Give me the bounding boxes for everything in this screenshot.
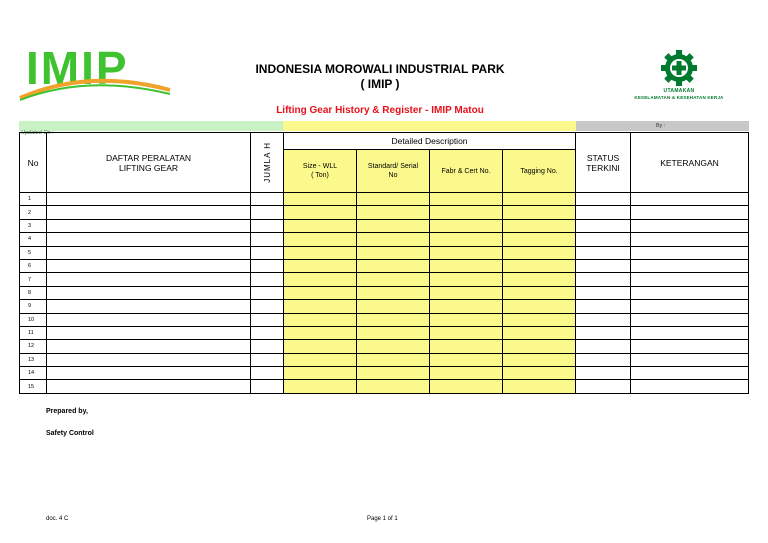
- status-cell[interactable]: [576, 340, 631, 353]
- size-cell[interactable]: [284, 259, 357, 272]
- header-size-wll: [284, 150, 357, 193]
- status-cell[interactable]: [576, 313, 631, 326]
- company-abbrev: ( IMIP ): [360, 77, 400, 91]
- equipment-cell[interactable]: [47, 286, 251, 299]
- qty-cell[interactable]: [251, 340, 284, 353]
- size-cell[interactable]: [284, 313, 357, 326]
- qty-cell[interactable]: [251, 286, 284, 299]
- serial-cell[interactable]: [357, 206, 430, 219]
- tagging-cell[interactable]: [503, 246, 576, 259]
- header-equipment-line2: LIFTING GEAR: [118, 162, 179, 173]
- serial-cell[interactable]: [357, 246, 430, 259]
- fabr-cell[interactable]: [430, 206, 503, 219]
- equipment-cell[interactable]: [47, 193, 251, 206]
- size-cell[interactable]: [284, 193, 357, 206]
- equipment-cell[interactable]: [47, 246, 251, 259]
- remarks-cell[interactable]: [631, 206, 749, 219]
- table-row: [20, 340, 749, 353]
- qty-cell[interactable]: [251, 259, 284, 272]
- header-qty-label: JUMLA H: [262, 142, 272, 183]
- row-no: 3: [20, 219, 47, 232]
- header-qty: [251, 133, 284, 193]
- tagging-cell[interactable]: [503, 273, 576, 286]
- safety-control-label: Safety Control: [46, 430, 94, 437]
- header-status-line1: STATUS: [586, 152, 620, 163]
- table-row: [20, 193, 749, 206]
- qty-cell[interactable]: [251, 193, 284, 206]
- doc-code: doc. 4 C: [46, 516, 69, 522]
- table-row: [20, 273, 749, 286]
- status-cell[interactable]: [576, 246, 631, 259]
- header-size-line2: ( Ton): [311, 172, 329, 179]
- serial-cell[interactable]: [357, 219, 430, 232]
- status-cell[interactable]: [576, 300, 631, 313]
- tagging-cell[interactable]: [503, 286, 576, 299]
- header-remarks: KETERANGAN: [631, 133, 749, 193]
- serial-cell[interactable]: [357, 286, 430, 299]
- header-serial-line1: Standard/ Serial: [367, 163, 419, 170]
- row-no: 9: [20, 300, 47, 313]
- size-cell[interactable]: [284, 367, 357, 380]
- equipment-cell[interactable]: [47, 380, 251, 393]
- k3-slogan-line2: KESELAMATAN & KESEHATAN KERJA: [634, 95, 724, 100]
- remarks-cell[interactable]: [631, 340, 749, 353]
- tagging-cell[interactable]: [503, 313, 576, 326]
- table-row: [20, 246, 749, 259]
- fabr-cell[interactable]: [430, 300, 503, 313]
- table-row: [20, 367, 749, 380]
- fabr-cell[interactable]: [430, 286, 503, 299]
- qty-cell[interactable]: [251, 353, 284, 366]
- header-equipment: [47, 133, 251, 193]
- tagging-cell[interactable]: [503, 259, 576, 272]
- serial-cell[interactable]: [357, 300, 430, 313]
- status-cell[interactable]: [576, 219, 631, 232]
- row-no: 11: [20, 326, 47, 339]
- table-row: [20, 259, 749, 272]
- fabr-cell[interactable]: [430, 246, 503, 259]
- remarks-cell[interactable]: [631, 233, 749, 246]
- table-row: [20, 326, 749, 339]
- header-fabr-cert: Fabr & Cert No.: [430, 150, 503, 193]
- remarks-cell[interactable]: [631, 219, 749, 232]
- remarks-cell[interactable]: [631, 246, 749, 259]
- size-cell[interactable]: [284, 206, 357, 219]
- page-info: Page 1 of 1: [367, 516, 398, 522]
- fabr-cell[interactable]: [430, 273, 503, 286]
- tagging-cell[interactable]: [503, 219, 576, 232]
- equipment-cell[interactable]: [47, 313, 251, 326]
- status-cell[interactable]: [576, 367, 631, 380]
- remarks-cell[interactable]: [631, 300, 749, 313]
- row-no: 6: [20, 259, 47, 272]
- size-cell[interactable]: [284, 219, 357, 232]
- equipment-cell[interactable]: [47, 206, 251, 219]
- status-cell[interactable]: [576, 233, 631, 246]
- size-cell[interactable]: [284, 353, 357, 366]
- equipment-cell[interactable]: [47, 367, 251, 380]
- table-row: [20, 300, 749, 313]
- table-row: [20, 353, 749, 366]
- size-cell[interactable]: [284, 286, 357, 299]
- header-status-line2: TERKINI: [586, 162, 620, 173]
- qty-cell[interactable]: [251, 380, 284, 393]
- row-no: 7: [20, 273, 47, 286]
- serial-cell[interactable]: [357, 353, 430, 366]
- serial-cell[interactable]: [357, 326, 430, 339]
- header-no: No: [20, 133, 47, 193]
- remarks-cell[interactable]: [631, 286, 749, 299]
- qty-cell[interactable]: [251, 300, 284, 313]
- qty-cell[interactable]: [251, 326, 284, 339]
- imip-logo: [18, 48, 174, 104]
- fabr-cell[interactable]: [430, 353, 503, 366]
- serial-cell[interactable]: [357, 313, 430, 326]
- status-cell[interactable]: [576, 326, 631, 339]
- table-row: [20, 313, 749, 326]
- serial-cell[interactable]: [357, 259, 430, 272]
- size-cell[interactable]: [284, 380, 357, 393]
- header-serial-no: [357, 150, 430, 193]
- by-bar: [576, 121, 749, 131]
- fabr-cell[interactable]: [430, 313, 503, 326]
- row-no: 14: [20, 367, 47, 380]
- k3-safety-logo: [618, 50, 740, 106]
- table-row: [20, 380, 749, 393]
- fabr-cell[interactable]: [430, 367, 503, 380]
- fabr-cell[interactable]: [430, 380, 503, 393]
- tagging-cell[interactable]: [503, 367, 576, 380]
- status-cell[interactable]: [576, 193, 631, 206]
- equipment-cell[interactable]: [47, 300, 251, 313]
- qty-cell[interactable]: [251, 206, 284, 219]
- fabr-cell[interactable]: [430, 259, 503, 272]
- fabr-cell[interactable]: [430, 326, 503, 339]
- size-cell[interactable]: [284, 300, 357, 313]
- fabr-cell[interactable]: [430, 340, 503, 353]
- serial-cell[interactable]: [357, 380, 430, 393]
- tagging-cell[interactable]: [503, 193, 576, 206]
- qty-cell[interactable]: [251, 246, 284, 259]
- tagging-cell[interactable]: [503, 206, 576, 219]
- equipment-cell[interactable]: [47, 353, 251, 366]
- row-no: 12: [20, 340, 47, 353]
- prepared-by-label: Prepared by,: [46, 408, 88, 415]
- header-equipment-line1: DAFTAR PERALATAN: [105, 152, 191, 163]
- row-no: 4: [20, 233, 47, 246]
- svg-text:IMIP: IMIP: [26, 48, 129, 94]
- serial-cell[interactable]: [357, 193, 430, 206]
- fabr-cell[interactable]: [430, 233, 503, 246]
- tagging-cell[interactable]: [503, 380, 576, 393]
- tagging-cell[interactable]: [503, 340, 576, 353]
- header-size-line1: Size - WLL: [302, 163, 338, 170]
- equipment-cell[interactable]: [47, 219, 251, 232]
- company-title: INDONESIA MOROWALI INDUSTRIAL PARK: [255, 62, 505, 76]
- row-no: 1: [20, 193, 47, 206]
- remarks-cell[interactable]: [631, 313, 749, 326]
- qty-cell[interactable]: [251, 233, 284, 246]
- equipment-cell[interactable]: [47, 273, 251, 286]
- remarks-cell[interactable]: [631, 259, 749, 272]
- info-bar-yellow: [283, 121, 576, 131]
- row-no: 10: [20, 313, 47, 326]
- equipment-cell[interactable]: [47, 233, 251, 246]
- remarks-cell[interactable]: [631, 380, 749, 393]
- fabr-cell[interactable]: [430, 193, 503, 206]
- equipment-cell[interactable]: [47, 340, 251, 353]
- header-serial-line2: No: [388, 172, 398, 179]
- remarks-cell[interactable]: [631, 273, 749, 286]
- remarks-cell[interactable]: [631, 367, 749, 380]
- lifting-gear-register-table: [19, 132, 749, 394]
- table-row: [20, 219, 749, 232]
- size-cell[interactable]: [284, 246, 357, 259]
- serial-cell[interactable]: [357, 340, 430, 353]
- updated-on-bar: [19, 121, 283, 136]
- tagging-cell[interactable]: [503, 233, 576, 246]
- by-label: By :: [656, 123, 666, 129]
- equipment-cell[interactable]: [47, 326, 251, 339]
- size-cell[interactable]: [284, 326, 357, 339]
- document-subtitle: Lifting Gear History & Register - IMIP Matou: [276, 105, 484, 116]
- remarks-cell[interactable]: [631, 193, 749, 206]
- serial-cell[interactable]: [357, 233, 430, 246]
- remarks-cell[interactable]: [631, 353, 749, 366]
- row-no: 13: [20, 353, 47, 366]
- fabr-cell[interactable]: [430, 219, 503, 232]
- qty-cell[interactable]: [251, 367, 284, 380]
- tagging-cell[interactable]: [503, 353, 576, 366]
- status-cell[interactable]: [576, 286, 631, 299]
- remarks-cell[interactable]: [631, 326, 749, 339]
- equipment-cell[interactable]: [47, 259, 251, 272]
- header-status: [576, 133, 631, 193]
- qty-cell[interactable]: [251, 313, 284, 326]
- status-cell[interactable]: [576, 206, 631, 219]
- header-tagging-no: Tagging No.: [503, 150, 576, 193]
- status-cell[interactable]: [576, 273, 631, 286]
- status-cell[interactable]: [576, 380, 631, 393]
- size-cell[interactable]: [284, 273, 357, 286]
- table-row: [20, 206, 749, 219]
- serial-cell[interactable]: [357, 273, 430, 286]
- tagging-cell[interactable]: [503, 300, 576, 313]
- size-cell[interactable]: [284, 340, 357, 353]
- row-no: 2: [20, 206, 47, 219]
- serial-cell[interactable]: [357, 367, 430, 380]
- header-detailed-description: Detailed Description: [284, 133, 576, 150]
- row-no: 15: [20, 380, 47, 393]
- table-row: [20, 286, 749, 299]
- qty-cell[interactable]: [251, 273, 284, 286]
- status-cell[interactable]: [576, 353, 631, 366]
- row-no: 8: [20, 286, 47, 299]
- updated-on-label: Updated On :: [21, 130, 54, 136]
- qty-cell[interactable]: [251, 219, 284, 232]
- status-cell[interactable]: [576, 259, 631, 272]
- k3-slogan-line1: UTAMAKAN: [663, 88, 695, 94]
- table-row: [20, 233, 749, 246]
- row-no: 5: [20, 246, 47, 259]
- size-cell[interactable]: [284, 233, 357, 246]
- tagging-cell[interactable]: [503, 326, 576, 339]
